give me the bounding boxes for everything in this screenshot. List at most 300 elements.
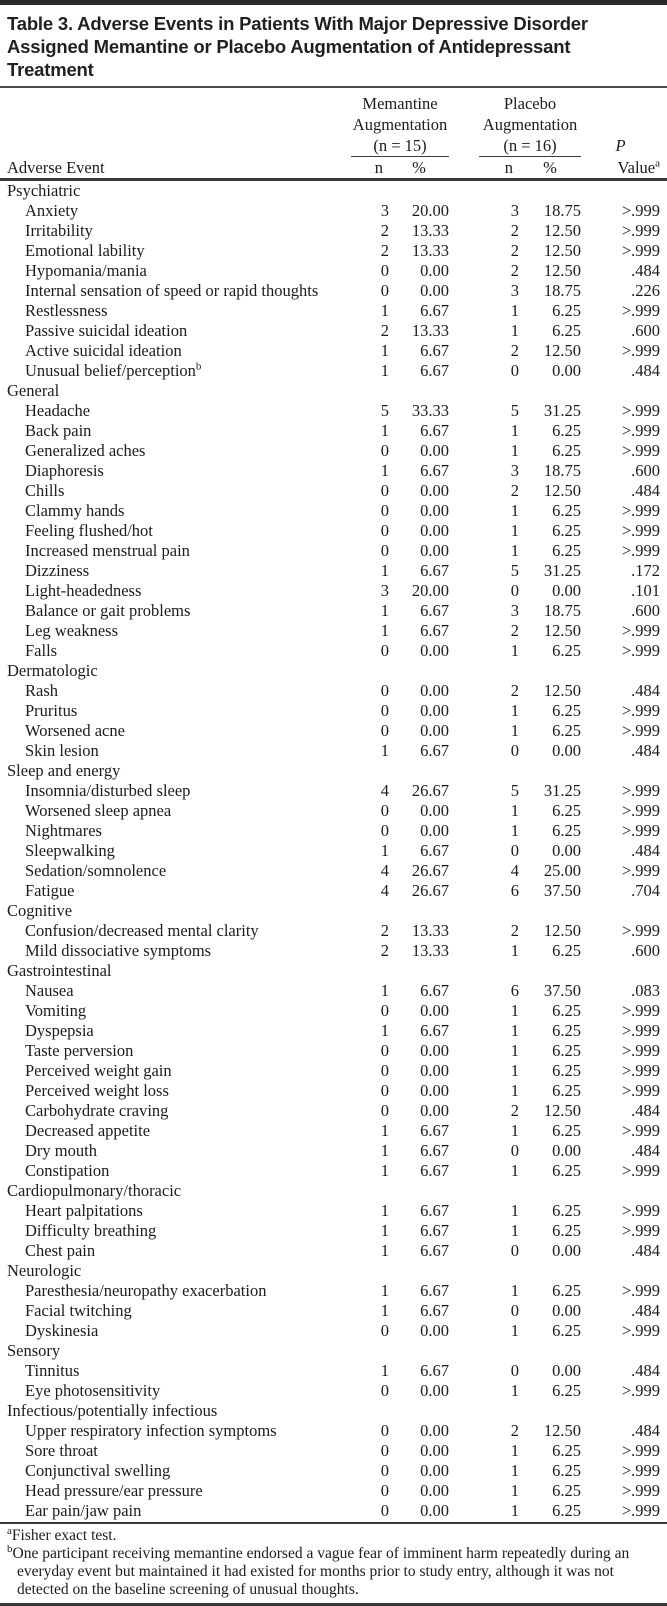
- section-label: Sensory: [7, 1341, 61, 1360]
- adverse-event-label: Sleepwalking: [25, 841, 115, 860]
- p-value: .484: [631, 261, 660, 280]
- column-gap: [449, 521, 479, 541]
- p-value: >.999: [621, 1041, 660, 1060]
- memantine-n-value: 2: [380, 321, 389, 340]
- placebo-n-value: 1: [510, 721, 519, 740]
- memantine-n-value: 1: [380, 1241, 389, 1260]
- column-gap: [449, 1361, 479, 1381]
- memantine-n-value: 3: [380, 201, 389, 220]
- memantine-n-value: 0: [380, 681, 389, 700]
- memantine-n-value: 0: [380, 501, 389, 520]
- section-label: Gastrointestinal: [7, 961, 112, 980]
- p-value: >.999: [621, 301, 660, 320]
- column-gap: [449, 1301, 479, 1321]
- placebo-pct-value: 6.25: [552, 301, 581, 320]
- p-value: .226: [631, 281, 660, 300]
- placebo-n-value: 1: [510, 441, 519, 460]
- p-value: >.999: [621, 1121, 660, 1140]
- column-gap: [449, 261, 479, 281]
- memantine-pct-value: 0.00: [420, 521, 449, 540]
- p-value: >.999: [621, 201, 660, 220]
- adverse-event-label: Falls: [25, 641, 58, 660]
- table-row: [0, 1461, 667, 1481]
- table-row: [0, 301, 667, 321]
- placebo-n-value: 2: [510, 341, 519, 360]
- table-row: [0, 1121, 667, 1141]
- adverse-event-label: Chest pain: [25, 1241, 96, 1260]
- footnote-marker: b: [7, 1542, 13, 1555]
- placebo-pct-value: 18.75: [543, 601, 581, 620]
- memantine-n-value: 0: [380, 1381, 389, 1400]
- table-row: [0, 741, 667, 761]
- placebo-n-value: 5: [510, 561, 519, 580]
- table-row: [0, 481, 667, 501]
- memantine-n-value: 0: [380, 1461, 389, 1480]
- table-header: [0, 88, 667, 181]
- memantine-pct-value: 26.67: [411, 781, 449, 800]
- placebo-pct-value: 18.75: [543, 201, 581, 220]
- placebo-group-line2: Augmentation: [482, 115, 578, 134]
- p-value: >.999: [621, 1201, 660, 1220]
- column-gap: [449, 1321, 479, 1341]
- placebo-n-value: 1: [510, 1001, 519, 1020]
- p-value: >.999: [621, 701, 660, 720]
- table-row: [0, 1241, 667, 1261]
- adverse-event-label: Active suicidal ideation: [25, 341, 182, 360]
- memantine-pct-value: 20.00: [411, 201, 449, 220]
- p-value: >.999: [621, 1221, 660, 1240]
- table-row: [0, 861, 667, 881]
- column-gap: [449, 1021, 479, 1041]
- placebo-n-value: 0: [510, 741, 519, 760]
- placebo-n-value: 1: [510, 1381, 519, 1400]
- placebo-pct-value: 12.50: [543, 481, 581, 500]
- p-value: >.999: [621, 1441, 660, 1460]
- section-row: [0, 1341, 667, 1361]
- placebo-pct-value: 12.50: [543, 1421, 581, 1440]
- p-value: .172: [631, 561, 660, 580]
- placebo-pct-value: 6.25: [552, 721, 581, 740]
- placebo-pct-value: 6.25: [552, 1121, 581, 1140]
- table-row: [0, 461, 667, 481]
- placebo-pct-value: 6.25: [552, 1461, 581, 1480]
- section-label: Dermatologic: [7, 661, 98, 680]
- footnote-marker: a: [7, 1524, 12, 1537]
- section-row: [0, 381, 667, 401]
- placebo-n-value: 2: [510, 221, 519, 240]
- placebo-n-value: 0: [510, 1241, 519, 1260]
- memantine-n-value: 4: [380, 781, 389, 800]
- placebo-n-value: 1: [510, 701, 519, 720]
- column-gap: [449, 1101, 479, 1121]
- placebo-n-value: 1: [510, 1201, 519, 1220]
- adverse-event-label: Vomiting: [25, 1001, 87, 1020]
- section-row: [0, 961, 667, 981]
- memantine-n-value: 0: [380, 801, 389, 820]
- p-value: >.999: [621, 721, 660, 740]
- subheader-row: [0, 157, 667, 178]
- section-label: Sleep and energy: [7, 761, 121, 780]
- memantine-pct-value: 0.00: [420, 701, 449, 720]
- placebo-n-value: 1: [510, 1321, 519, 1340]
- placebo-pct-value: 6.25: [552, 1321, 581, 1340]
- memantine-n-value: 0: [380, 1081, 389, 1100]
- table-row: [0, 1441, 667, 1461]
- memantine-pct-value: 0.00: [420, 1321, 449, 1340]
- memantine-n-value: 4: [380, 881, 389, 900]
- p-value: >.999: [621, 221, 660, 240]
- column-gap: [449, 1501, 479, 1521]
- memantine-pct-value: 6.67: [420, 1201, 449, 1220]
- placebo-n-value: 1: [510, 1461, 519, 1480]
- placebo-pct-value: 31.25: [543, 561, 581, 580]
- adverse-event-column-header: Adverse Event: [7, 158, 105, 177]
- memantine-pct-value: 6.67: [420, 421, 449, 440]
- placebo-n-value: 0: [510, 581, 519, 600]
- adverse-event-label: Internal sensation of speed or rapid thoughts: [25, 281, 319, 300]
- column-gap: [449, 781, 479, 801]
- column-gap: [449, 821, 479, 841]
- memantine-n-value: 1: [380, 981, 389, 1000]
- memantine-group-header: [351, 88, 449, 157]
- placebo-n-value: 1: [510, 1501, 519, 1520]
- memantine-pct-value: 0.00: [420, 1041, 449, 1060]
- footnote-marker: b: [195, 361, 202, 373]
- memantine-pct-value: 13.33: [411, 321, 449, 340]
- memantine-group-line2: Augmentation: [352, 115, 448, 134]
- adverse-event-label: Insomnia/disturbed sleep: [25, 781, 191, 800]
- p-value: .484: [631, 741, 660, 760]
- table-row: [0, 1481, 667, 1501]
- memantine-n-value: 1: [380, 421, 389, 440]
- placebo-n-value: 5: [510, 781, 519, 800]
- memantine-pct-value: 6.67: [420, 1141, 449, 1160]
- adverse-event-label: Unusual belief/perception$^b$: [25, 361, 202, 380]
- column-gap: [449, 1421, 479, 1441]
- memantine-pct-value: 6.67: [420, 1021, 449, 1040]
- table-row: [0, 221, 667, 241]
- memantine-pct-value: 0.00: [420, 1081, 449, 1100]
- placebo-pct-value: 6.25: [552, 1021, 581, 1040]
- placebo-n-value: 1: [510, 641, 519, 660]
- adverse-event-label: Ear pain/jaw pain: [25, 1501, 142, 1520]
- placebo-n-value: 3: [510, 461, 519, 480]
- placebo-n-value: 3: [510, 601, 519, 620]
- placebo-n-value: 5: [510, 401, 519, 420]
- placebo-pct-value: 6.25: [552, 1061, 581, 1080]
- bottom-rule: [0, 1603, 667, 1606]
- memantine-n-value: 0: [380, 1421, 389, 1440]
- column-gap: [449, 441, 479, 461]
- table-row: [0, 1041, 667, 1061]
- table-row: [0, 1281, 667, 1301]
- adverse-event-label: Nightmares: [25, 821, 102, 840]
- adverse-event-label: Conjunctival swelling: [25, 1461, 171, 1480]
- adverse-event-label: Difficulty breathing: [25, 1221, 157, 1240]
- memantine-n-value: 1: [380, 621, 389, 640]
- footnote: $^a$Fisher exact test.: [7, 1524, 117, 1544]
- memantine-n-value: 0: [380, 821, 389, 840]
- table-row: [0, 1081, 667, 1101]
- column-gap: [449, 501, 479, 521]
- placebo-n-value: 2: [510, 921, 519, 940]
- placebo-pct-value: 12.50: [543, 621, 581, 640]
- memantine-n-value: 0: [380, 1441, 389, 1460]
- memantine-pct-value: 0.00: [420, 441, 449, 460]
- placebo-n-value: 1: [510, 801, 519, 820]
- memantine-n-value: 0: [380, 1101, 389, 1120]
- placebo-n-value: 1: [510, 301, 519, 320]
- memantine-pct-value: 13.33: [411, 941, 449, 960]
- memantine-pct-value: 6.67: [420, 841, 449, 860]
- p-value: >.999: [621, 641, 660, 660]
- p-value: >.999: [621, 781, 660, 800]
- memantine-n-value: 1: [380, 1201, 389, 1220]
- placebo-pct-value: 6.25: [552, 1481, 581, 1500]
- placebo-n-value: 4: [510, 861, 519, 880]
- placebo-pct-value: 6.25: [552, 501, 581, 520]
- section-row: [0, 1261, 667, 1281]
- p-value: .484: [631, 681, 660, 700]
- table-row: [0, 321, 667, 341]
- memantine-n-value: 1: [380, 1121, 389, 1140]
- adverse-event-label: Headache: [25, 401, 91, 420]
- adverse-event-label: Nausea: [25, 981, 74, 1000]
- column-gap: [449, 1281, 479, 1301]
- adverse-event-label: Facial twitching: [25, 1301, 132, 1320]
- table-row: [0, 1101, 667, 1121]
- p-value: >.999: [621, 801, 660, 820]
- adverse-event-label: Upper respiratory infection symptoms: [25, 1421, 277, 1440]
- placebo-pct-value: 6.25: [552, 1221, 581, 1240]
- table-row: [0, 821, 667, 841]
- placebo-pct-value: 18.75: [543, 281, 581, 300]
- p-value: .101: [631, 581, 660, 600]
- memantine-n-value: 1: [380, 461, 389, 480]
- table-row: [0, 501, 667, 521]
- p-value: >.999: [621, 1481, 660, 1500]
- column-gap: [449, 421, 479, 441]
- table-row: [0, 1061, 667, 1081]
- table-row: [0, 1001, 667, 1021]
- memantine-pct-value: 0.00: [420, 681, 449, 700]
- column-gap: [449, 221, 479, 241]
- adverse-event-label: Heart palpitations: [25, 1201, 143, 1220]
- placebo-pct-value: 12.50: [543, 921, 581, 940]
- memantine-n-value: 0: [380, 261, 389, 280]
- memantine-n-value: 1: [380, 601, 389, 620]
- p-value: .484: [631, 481, 660, 500]
- memantine-pct-value: 6.67: [420, 1121, 449, 1140]
- adverse-event-label: Perceived weight gain: [25, 1061, 172, 1080]
- placebo-n-value: 0: [510, 1301, 519, 1320]
- column-gap: [449, 321, 479, 341]
- adverse-event-label: Pruritus: [25, 701, 78, 720]
- table-row: [0, 1161, 667, 1181]
- p-value: >.999: [621, 421, 660, 440]
- section-label: Psychiatric: [7, 181, 81, 200]
- memantine-n-value: 1: [380, 1301, 389, 1320]
- column-gap: [449, 301, 479, 321]
- table-row: [0, 621, 667, 641]
- table-row: [0, 561, 667, 581]
- memantine-pct-value: 0.00: [420, 821, 449, 840]
- p-value: >.999: [621, 401, 660, 420]
- memantine-pct-value: 26.67: [411, 861, 449, 880]
- table-row: [0, 601, 667, 621]
- footnote: $^b$One participant receiving memantine endorsed a vague fear of imminent harm repeatedly during an everyday event but maintained it had existed for months prior to study entry, although it was not detected on the baseline screening of unusual thoughts.: [7, 1542, 630, 1598]
- column-gap: [449, 1481, 479, 1501]
- placebo-pct-value: 0.00: [552, 1301, 581, 1320]
- placebo-pct-header: %: [543, 158, 557, 177]
- placebo-pct-value: 12.50: [543, 681, 581, 700]
- column-gap: [449, 921, 479, 941]
- placebo-n-value: 1: [510, 421, 519, 440]
- memantine-n-value: 1: [380, 561, 389, 580]
- memantine-pct-value: 6.67: [420, 301, 449, 320]
- p-value: >.999: [621, 241, 660, 260]
- memantine-pct-value: 6.67: [420, 561, 449, 580]
- placebo-pct-value: 37.50: [543, 981, 581, 1000]
- adverse-event-label: Dizziness: [25, 561, 90, 580]
- column-gap: [449, 1001, 479, 1021]
- table-row: [0, 341, 667, 361]
- adverse-event-label: Mild dissociative symptoms: [25, 941, 212, 960]
- memantine-pct-value: 33.33: [411, 401, 449, 420]
- adverse-event-label: Head pressure/ear pressure: [25, 1481, 203, 1500]
- p-column-header-top: P: [615, 136, 626, 155]
- placebo-pct-value: 0.00: [552, 841, 581, 860]
- p-value: .083: [631, 981, 660, 1000]
- memantine-n-value: 2: [380, 941, 389, 960]
- p-value: >.999: [621, 1081, 660, 1100]
- column-gap: [449, 721, 479, 741]
- memantine-pct-value: 6.67: [420, 621, 449, 640]
- table-row: [0, 261, 667, 281]
- memantine-pct-value: 6.67: [420, 1161, 449, 1180]
- table-row: [0, 1361, 667, 1381]
- adverse-event-label: Hypomania/mania: [25, 261, 147, 280]
- memantine-pct-value: 6.67: [420, 1361, 449, 1380]
- placebo-n-value: 2: [510, 621, 519, 640]
- memantine-pct-value: 26.67: [411, 881, 449, 900]
- placebo-pct-value: 6.25: [552, 521, 581, 540]
- memantine-n-value: 0: [380, 641, 389, 660]
- table-row: [0, 681, 667, 701]
- column-gap: [449, 881, 479, 901]
- placebo-n-value: 1: [510, 1161, 519, 1180]
- adverse-event-label: Dyskinesia: [25, 1321, 99, 1340]
- placebo-n-value: 0: [510, 1141, 519, 1160]
- placebo-n-value: 2: [510, 1421, 519, 1440]
- memantine-n-value: 0: [380, 1481, 389, 1500]
- memantine-n-value: 4: [380, 861, 389, 880]
- memantine-pct-value: 13.33: [411, 921, 449, 940]
- section-row: [0, 1181, 667, 1201]
- adverse-event-label: Eye photosensitivity: [25, 1381, 161, 1400]
- p-value: .484: [631, 1241, 660, 1260]
- adverse-event-label: Chills: [25, 481, 65, 500]
- memantine-pct-value: 6.67: [420, 461, 449, 480]
- table-row: [0, 1201, 667, 1221]
- memantine-n-value: 0: [380, 281, 389, 300]
- p-value: .600: [631, 601, 660, 620]
- table-row: [0, 921, 667, 941]
- column-gap: [449, 281, 479, 301]
- placebo-n-value: 1: [510, 1281, 519, 1300]
- table-row: [0, 841, 667, 861]
- column-gap: [449, 541, 479, 561]
- memantine-n-value: 0: [380, 441, 389, 460]
- placebo-n-value: 2: [510, 261, 519, 280]
- memantine-n-value: 5: [380, 401, 389, 420]
- placebo-n-value: 0: [510, 361, 519, 380]
- placebo-pct-value: 6.25: [552, 1441, 581, 1460]
- placebo-pct-value: 6.25: [552, 441, 581, 460]
- column-gap: [449, 1061, 479, 1081]
- table-row: [0, 1301, 667, 1321]
- placebo-n-value: 1: [510, 1481, 519, 1500]
- memantine-pct-value: 0.00: [420, 1001, 449, 1020]
- adverse-event-label: Sore throat: [25, 1441, 98, 1460]
- p-value: >.999: [621, 1001, 660, 1020]
- column-gap: [449, 461, 479, 481]
- column-gap: [449, 581, 479, 601]
- placebo-n-value: 1: [510, 1041, 519, 1060]
- column-gap: [449, 241, 479, 261]
- column-gap: [449, 1161, 479, 1181]
- placebo-pct-value: 0.00: [552, 1141, 581, 1160]
- p-value: >.999: [621, 861, 660, 880]
- placebo-n-value: 1: [510, 1061, 519, 1080]
- adverse-event-label: Back pain: [25, 421, 92, 440]
- p-value: .600: [631, 321, 660, 340]
- adverse-event-label: Leg weakness: [25, 621, 119, 640]
- table-row: [0, 581, 667, 601]
- p-value: >.999: [621, 341, 660, 360]
- memantine-pct-value: 0.00: [420, 281, 449, 300]
- memantine-n-value: 1: [380, 1221, 389, 1240]
- placebo-n-value: 1: [510, 501, 519, 520]
- memantine-pct-value: 0.00: [420, 1381, 449, 1400]
- placebo-pct-value: 6.25: [552, 1081, 581, 1100]
- section-row: [0, 661, 667, 681]
- table-row: [0, 1221, 667, 1241]
- column-gap: [449, 1381, 479, 1401]
- memantine-pct-value: 0.00: [420, 541, 449, 560]
- table-row: [0, 801, 667, 821]
- memantine-pct-value: 20.00: [411, 581, 449, 600]
- adverse-event-label: Perceived weight loss: [25, 1081, 169, 1100]
- p-value: >.999: [621, 521, 660, 540]
- placebo-pct-value: 6.25: [552, 321, 581, 340]
- placebo-pct-value: 12.50: [543, 1101, 581, 1120]
- p-value: >.999: [621, 1321, 660, 1340]
- p-value: >.999: [621, 1161, 660, 1180]
- memantine-n-value: 1: [380, 741, 389, 760]
- column-gap: [449, 941, 479, 961]
- adverse-event-label: Confusion/decreased mental clarity: [25, 921, 259, 940]
- placebo-pct-value: 0.00: [552, 581, 581, 600]
- adverse-event-label: Tinnitus: [25, 1361, 80, 1380]
- memantine-n-value: 0: [380, 541, 389, 560]
- table-row: [0, 201, 667, 221]
- adverse-event-label: Emotional lability: [25, 241, 145, 260]
- memantine-n-value: 1: [380, 841, 389, 860]
- memantine-group-line1: Memantine: [362, 94, 438, 113]
- placebo-pct-value: 6.25: [552, 941, 581, 960]
- adverse-event-label: Restlessness: [25, 301, 108, 320]
